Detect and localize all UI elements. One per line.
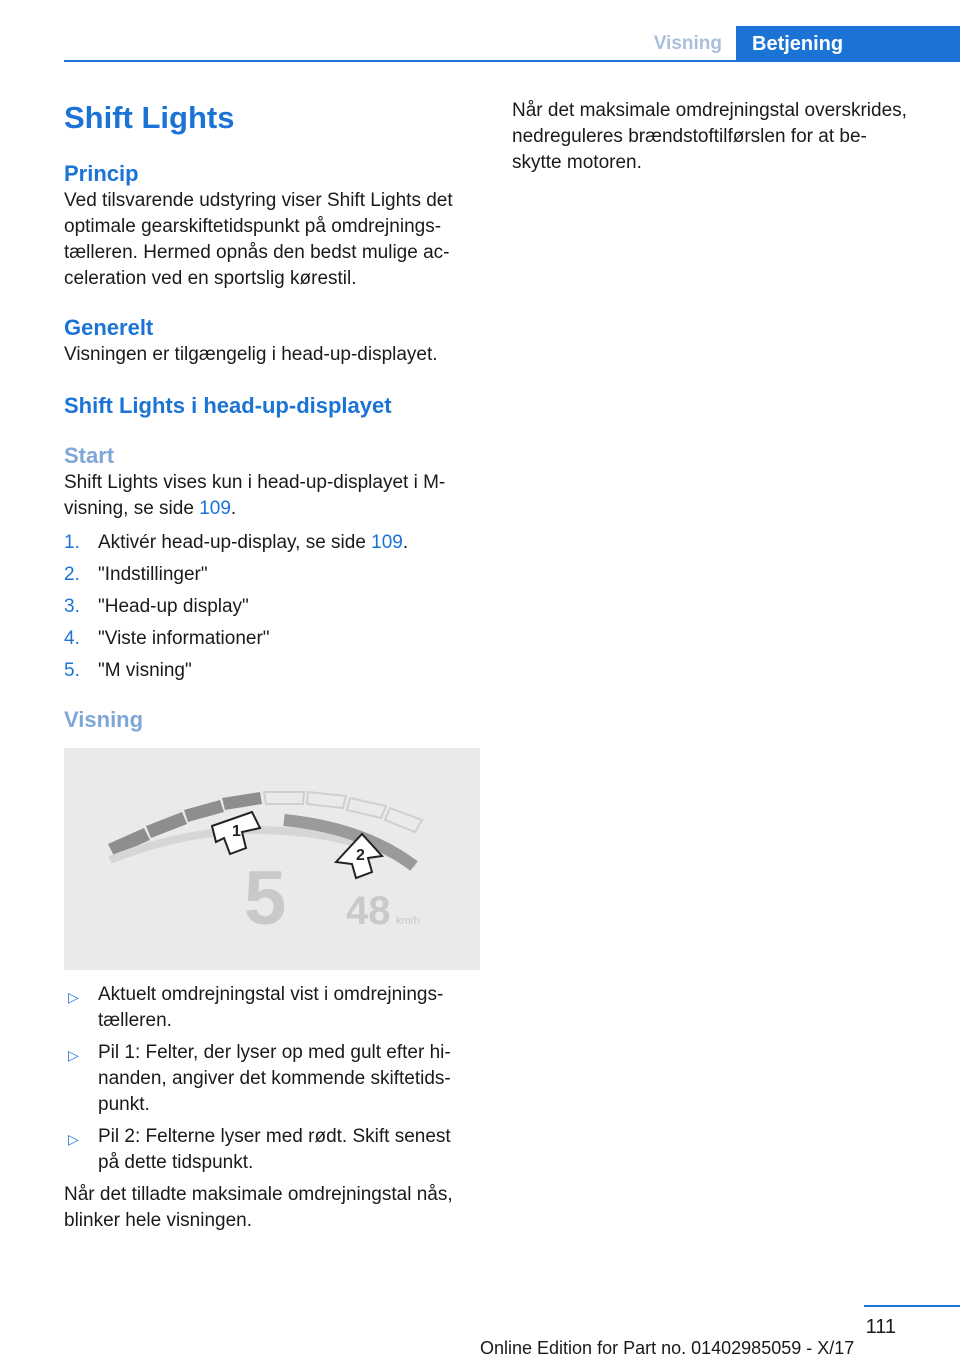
list-item <box>64 658 480 690</box>
visning-heading: Visning <box>64 707 144 732</box>
steps-list <box>64 530 480 690</box>
start-line-prefix: visning, se side <box>64 498 200 519</box>
princip-text <box>64 188 480 292</box>
start-text <box>64 470 480 522</box>
generelt-text: Visningen er tilgængelig i head-up-displayet. <box>64 344 438 365</box>
start-line: Shift Lights vises kun i head-up-displayet i M- <box>64 472 446 493</box>
right-column <box>512 98 932 176</box>
princip-heading: Princip <box>64 161 139 186</box>
edition-text: Online Edition for Part no. 01402985059 - X/17 <box>480 1338 855 1358</box>
hud-heading: Shift Lights i head-up-displayet <box>64 393 392 418</box>
step-number: 1. <box>64 532 80 553</box>
step-text: "Indstillinger" <box>98 564 208 585</box>
start-heading: Start <box>64 443 115 468</box>
princip-line: Ved tilsvarende udstyring viser Shift Lights det <box>64 190 453 211</box>
right-text: Når det maksimale omdrejningstal overskrides, nedreguleres brændstoftilførslen for at be- skytte motoren. <box>512 100 907 173</box>
step-label: Aktivér head-up-display, se side <box>98 532 372 553</box>
start-line-suffix: . <box>230 498 237 519</box>
footer-divider <box>864 1305 960 1307</box>
princip-line: celeration ved en sportslig kørestil. <box>64 268 357 289</box>
princip-line: tælleren. Hermed opnås den bedst mulige ac- <box>64 242 450 263</box>
step-number: 2. <box>64 564 80 585</box>
list-item <box>64 594 480 626</box>
step-text: "Viste informationer" <box>98 628 270 649</box>
list-item <box>64 1040 480 1118</box>
header-divider <box>64 60 960 62</box>
step-text: "M visning" <box>98 660 192 681</box>
tab-visning[interactable]: Visning <box>653 33 722 54</box>
triangle-bullet-icon: ▷ <box>68 1131 79 1147</box>
list-item <box>64 1124 480 1176</box>
page-link[interactable]: 109 <box>199 498 231 519</box>
step-text <box>98 530 408 562</box>
triangle-bullet-icon: ▷ <box>68 1047 79 1063</box>
tab-betjening[interactable]: Betjening <box>736 26 960 62</box>
left-column <box>64 98 480 1234</box>
bullet-text: Pil 1: Felter, der lyser op med gult efter hi- nanden, angiver det kommende skiftetids- punkt. <box>98 1042 451 1115</box>
closing-text: Når det tilladte maksimale omdrejningstal nås, blinker hele visningen. <box>64 1184 453 1231</box>
list-item <box>64 530 480 562</box>
list-item <box>64 562 480 594</box>
speed-unit: km/h <box>396 915 420 927</box>
list-item <box>64 982 480 1034</box>
arrow-2-label: 2 <box>356 847 365 864</box>
header-tabs <box>632 26 960 62</box>
generelt-heading: Generelt <box>64 315 154 340</box>
speed-value: 48 <box>346 889 391 933</box>
shift-lights-illustration <box>64 748 480 970</box>
step-suffix: . <box>402 532 409 553</box>
bullet-text: Aktuelt omdrejningstal vist i omdrejnings- tælleren. <box>98 984 444 1031</box>
princip-line: optimale gearskiftetidspunkt på omdrejnings- <box>64 216 442 237</box>
list-item <box>64 626 480 658</box>
page-link[interactable]: 109 <box>371 532 403 553</box>
arrow-1-label: 1 <box>232 823 241 840</box>
bullet-text: Pil 2: Felterne lyser med rødt. Skift senest på dette tidspunkt. <box>98 1126 451 1173</box>
page-number: 111 <box>865 1316 896 1338</box>
step-number: 4. <box>64 628 80 649</box>
shift-lights-figure <box>64 748 480 970</box>
step-text: "Head-up display" <box>98 596 249 617</box>
bullet-list <box>64 982 480 1176</box>
gear-indicator: 5 <box>244 856 287 941</box>
section-title: Shift Lights <box>64 100 235 135</box>
step-number: 5. <box>64 660 80 681</box>
step-number: 3. <box>64 596 80 617</box>
triangle-bullet-icon: ▷ <box>68 989 79 1005</box>
